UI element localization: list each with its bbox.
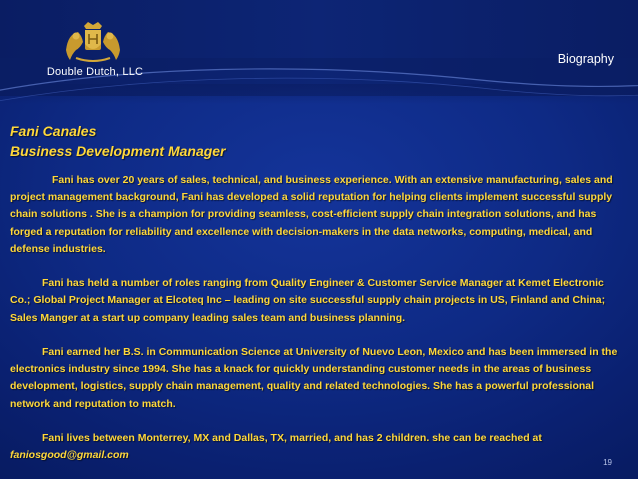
email-link[interactable]: faniosgood@gmail.com xyxy=(10,449,129,462)
lion-crest-icon xyxy=(62,20,124,66)
person-name: Fani Canales xyxy=(10,123,97,139)
bio-paragraph-education: Fani earned her B.S. in Communication Science at University of Nuevo Leon, Mexico and has been immersed in the electronics industry since 1994. She has a knack for quickly understanding customer needs in the areas of business development, logistics, supply chain management, quality and related technologies. She has a powerful professional network and reputation to match. xyxy=(10,346,618,410)
person-title: Business Development Manager xyxy=(10,143,226,159)
section-title: Biography xyxy=(557,52,614,66)
page-number: 19 xyxy=(603,458,612,467)
bio-paragraph-contact xyxy=(10,430,626,447)
biography-body xyxy=(10,172,626,464)
bio-contact-text: Fani lives between Monterrey, MX and Dallas, TX, married, and has 2 children. she can be reached at xyxy=(42,432,542,444)
bio-paragraph-experience: Fani has over 20 years of sales, technical, and business experience. With an extensive manufacturing, sales and project management background, Fani has developed a solid reputation for helping clients implement successful supply chain solutions . She is a champion for providing seamless, cost-efficient supply chain integration solutions, and has forged a reputation for reliability and excellence with decision-makers in the data networks, computing, medical, and defense industries. xyxy=(10,174,613,255)
company-logo[interactable] xyxy=(30,20,160,80)
logo-text: Double Dutch, LLC xyxy=(46,66,144,78)
bio-paragraph-roles: Fani has held a number of roles ranging from Quality Engineer & Customer Service Manager at Kemet Electronic Co.; Global Project Manager at Elcoteq Inc – leading on site successful supply chain projects in US, Finland and China; Sales Manger at a start up company leading sales team and business planning. xyxy=(10,277,606,324)
profile-heading xyxy=(10,121,226,161)
